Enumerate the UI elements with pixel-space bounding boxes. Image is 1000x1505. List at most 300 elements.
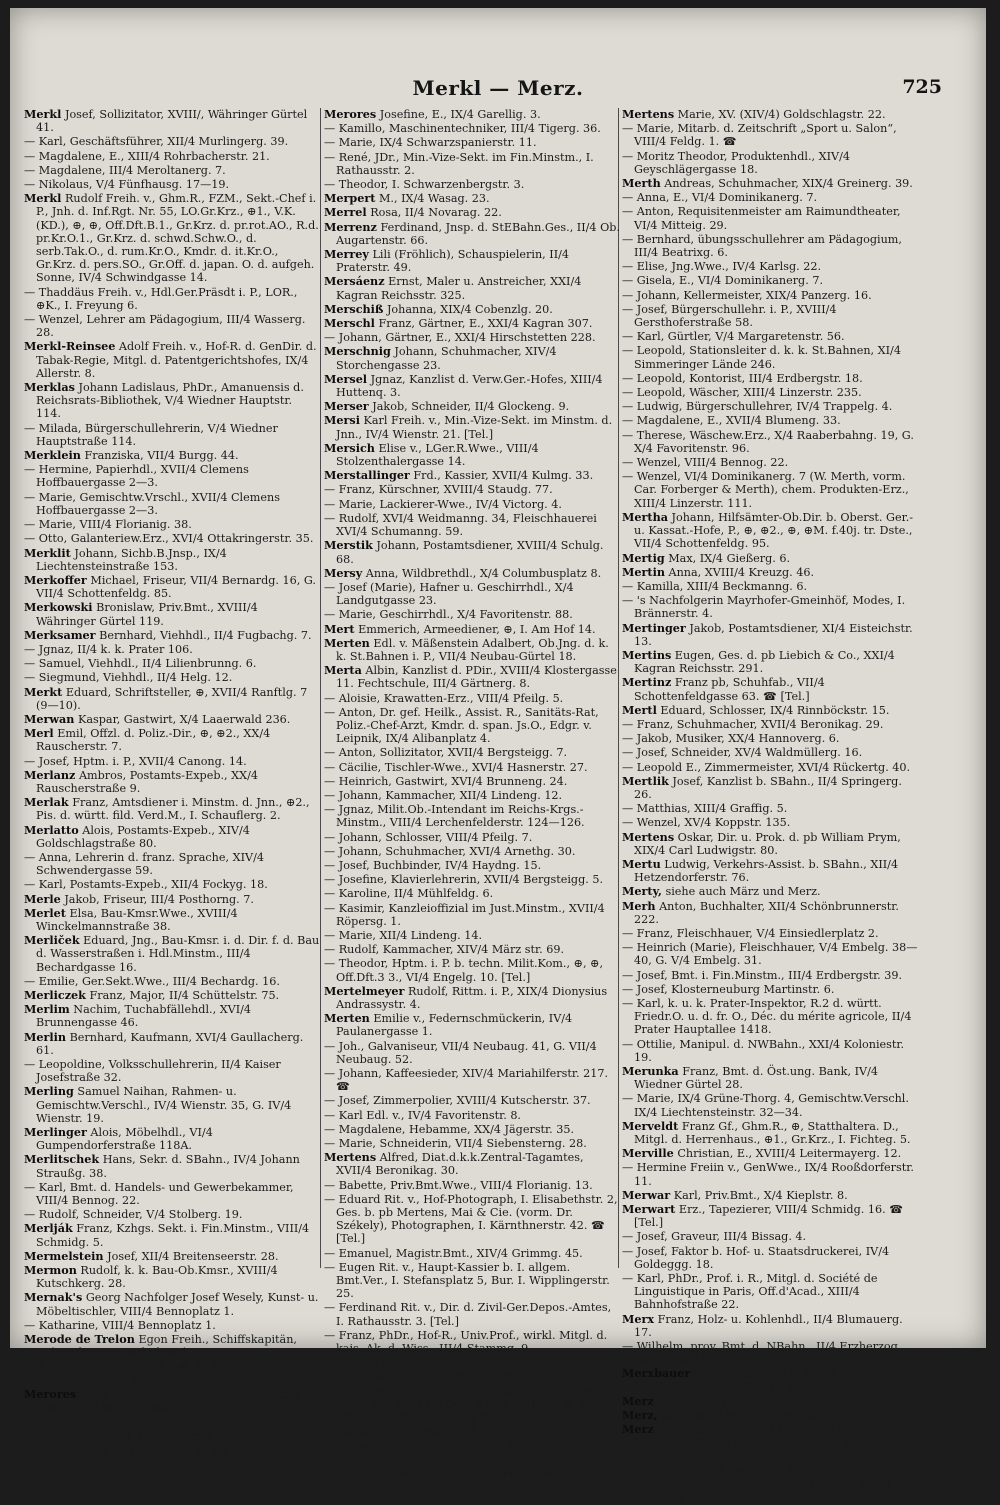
- entry-text: Jakob, Schneider, II/4 Glockeng. 9.: [368, 400, 570, 414]
- directory-entry: [324, 317, 620, 330]
- directory-entry: [622, 704, 922, 717]
- entry-text: — Emilie, Ger.Sekt.Wwe., III/4 Bechardg. 16.: [24, 974, 280, 988]
- entry-text: — Josef, Bmt. i. Fin.Minstm., III/4 Erdbergstr. 39.: [622, 968, 903, 982]
- directory-entry: [24, 1333, 320, 1359]
- entry-surname: Merlet: [24, 905, 66, 920]
- entry-surname: Merwart: [622, 1202, 676, 1217]
- directory-column-3: [622, 107, 922, 1505]
- entry-text: Bronislaw, Priv.Bmt., XVIII/4 Währinger Gürtel 119.: [36, 601, 258, 628]
- directory-entry: [622, 622, 922, 648]
- directory-entry: [622, 816, 922, 829]
- directory-entry: [622, 1203, 922, 1229]
- directory-entry: [24, 108, 320, 134]
- entry-text: — Kasimir, Kanzleioffizial im Just.Minstm., XVII/4 Röpersg. 1.: [324, 901, 605, 928]
- entry-text: — Joh., Galvaniseur, VII/4 Neubaug. 41, G. VII/4 Neubaug. 52.: [324, 1039, 597, 1066]
- directory-entry: [324, 985, 620, 1011]
- entry-text: Franz Gf., Ghm.R., ⊕, Statthaltera. D., Mitgl. d. Herrenhaus., ⊕1., Gr.Krz., I. Fichteg. 5.: [634, 1119, 911, 1147]
- entry-surname: Merl: [24, 726, 54, 741]
- directory-entry: [24, 851, 320, 877]
- directory-entry: [622, 1313, 922, 1339]
- entry-text: — Karl Freih., Ghm.R., Gen. d. Kav. i. P., Oberst-Inh. d. Inf.Rgt. Nr. 64, LOR., ⊕1., V.K. (KD.), ⊕, M. 1864, Off.Dft.B.3.2., IX/4 Koling. 4.: [324, 1384, 620, 1425]
- entry-surname: Merklein: [24, 448, 81, 463]
- directory-column-2: [324, 107, 620, 1480]
- directory-entry: [24, 1250, 320, 1263]
- directory-entry: [324, 623, 620, 636]
- directory-entry: [324, 178, 620, 191]
- entry-text: Ambros, Postamts-Expeb., XX/4 Rauscherstraße 9.: [36, 768, 258, 795]
- entry-surname: Merty,: [622, 884, 662, 899]
- entry-text: — Siegmund, Viehhdl., II/4 Helg. 12.: [24, 671, 233, 685]
- directory-entry: [622, 400, 922, 413]
- entry-text: — 's Nachfolgerin Mayrhofer-Gmeinhöf, Modes, I. Brännerstr. 4.: [622, 594, 906, 621]
- directory-entry: [24, 1319, 320, 1332]
- entry-text: Anna, Wildbrethdl., X/4 Columbusplatz 8.: [362, 566, 602, 580]
- directory-entry: [622, 649, 922, 675]
- entry-text: Franz pb, Schuhfab., VII/4 Schottenfeldgasse 63. ☎ [Tel.]: [634, 676, 825, 703]
- entry-text: — Nikolaus, V/4 Fünfhausg. 17—19.: [24, 178, 230, 192]
- entry-surname: Merksamer: [24, 627, 96, 642]
- entry-text: Elsa, Bau-Kmsr.Wwe., XVIII/4 Winckelmannstraße 38.: [36, 906, 238, 933]
- entry-surname: Merz: [622, 1422, 654, 1437]
- entry-text: Hans, Sekr. d. SBahn., IV/4 Johann Straußg. 38.: [36, 1153, 300, 1180]
- entry-surname: Merklas: [24, 380, 75, 395]
- directory-entry: [324, 1109, 620, 1122]
- entry-surname: Mertinger: [622, 620, 686, 635]
- entry-text: Eduard, Schlosser, IX/4 Rinnböckstr. 15.: [656, 703, 890, 717]
- entry-surname: Merz,: [622, 1408, 658, 1423]
- entry-surname: Merkl-Reinsee: [24, 339, 116, 354]
- entry-text: Ferdinand, Jnsp. d. StEBahn.Ges., II/4 Ob. Augartenstr. 66.: [336, 220, 620, 247]
- directory-entry: [24, 686, 320, 712]
- entry-surname: Merstallinger: [324, 468, 410, 483]
- entry-text: — Karoline, II/4 Mühlfeldg. 6.: [324, 887, 494, 901]
- entry-text: Johann, Postamtsdiener, XVIII/4 Schulg. 68.: [336, 539, 604, 566]
- directory-entry: [622, 1395, 922, 1408]
- entry-text: — Theodor, I. Schwarzenbergstr. 3.: [324, 178, 525, 192]
- page-header: [10, 76, 986, 104]
- entry-text: — Magdalene, Hebamme, XX/4 Jägerstr. 35.: [324, 1122, 575, 1136]
- entry-text: Anton, Buchhalter, XII/4 Schönbrunnerstr. 222.: [634, 899, 899, 926]
- entry-text: Christian, E., XVIII/4 Leitermayerg. 12.: [673, 1147, 902, 1161]
- directory-entry: [324, 845, 620, 858]
- entry-surname: Merkt: [24, 684, 63, 699]
- entry-text: Emil, Offzl. d. Poliz.-Dir., ⊕, ⊕2., XX/4 Rauscherstr. 7.: [36, 727, 271, 754]
- entry-text: — Heinrich, Gastwirt, XVI/4 Brunneng. 24.: [324, 774, 568, 788]
- entry-surname: Merveldt: [622, 1118, 679, 1133]
- directory-entry: [622, 1038, 922, 1064]
- entry-surname: Mertelmeyer: [324, 983, 405, 998]
- entry-text: Jgnaz, Kanzlist d. Verw.Ger.-Hofes, XIII/4 Huttenq. 3.: [336, 372, 603, 400]
- entry-text: Julius, Direktor, IV/4 Wohllebeng. 3.: [653, 1394, 862, 1408]
- directory-entry: [324, 1385, 620, 1425]
- directory-entry: [24, 463, 320, 489]
- directory-entry: [24, 1003, 320, 1029]
- entry-text: — Marie, VIII/4 Florianig. 38.: [24, 518, 192, 532]
- entry-text: — Alois, Schleierdrucker-Bes. u. Tierhdl., XIV/4 Stiegerg. 12.: [622, 1478, 892, 1505]
- entry-text: — Leopoldine, Volksschullehrerin, II/4 Kaiser Josefstraße 32.: [24, 1058, 281, 1085]
- entry-text: Eugen, Ges. d. pb Liebich & Co., XXI/4 Kagran Reichsstr. 291.: [634, 648, 895, 676]
- entry-text: — Johann, Kammacher, XII/4 Lindeng. 12.: [324, 788, 563, 802]
- directory-entry: [324, 943, 620, 956]
- directory-entry: [622, 761, 922, 774]
- directory-entry: [24, 1402, 320, 1415]
- entry-surname: Mertens: [622, 107, 675, 121]
- directory-entry: [24, 340, 320, 380]
- directory-entry: [622, 858, 922, 884]
- entry-text: Albin, Kanzlist d. PDir., XVIII/4 Klostergasse 11. Fechtschule, III/4 Gärtnerg. 8.: [336, 664, 617, 691]
- entry-text: Emmerich, Armeediener, ⊕, I. Am Hof 14.: [354, 622, 596, 636]
- entry-text: — Franz, Kürschner, XVIII/4 Staudg. 77.: [324, 483, 553, 497]
- directory-entry: [24, 671, 320, 684]
- directory-entry: [622, 1245, 922, 1271]
- entry-text: — Jgnaz, Milit.Ob.-Intendant im Reichs-Krgs.-Minstm., VIII/4 Lerchenfelderstr. 124—126.: [324, 803, 585, 830]
- entry-text: Eduard, Schriftsteller, ⊕, XVII/4 Ranftlg. 7 (9—10).: [36, 685, 308, 712]
- entry-text: — Elise, Jng.Wwe., IV/4 Karlsg. 22.: [622, 260, 822, 274]
- entry-text: Samuel Naihan, Rahmen- u. Gemischtw.Verschl., IV/4 Wienstr. 35, G. IV/4 Wienstr. 19.: [36, 1085, 292, 1125]
- entry-surname: Merlin: [24, 1029, 67, 1044]
- entry-text: — Karl, Geschäftsführer, XII/4 Murlingerg. 39.: [24, 135, 289, 149]
- entry-text: — Heinrich (Marie), Fleischhauer, V/4 Embelg. 38—40, G. V/4 Embelg. 31.: [622, 941, 918, 968]
- directory-entry: [622, 372, 922, 385]
- entry-text: — Marie, Mitarb. d. Zeitschrift „Sport u. Salon“, VIII/4 Feldg. 1. ☎: [622, 122, 897, 149]
- entry-text: — Josef, Hptm. i. P., XVII/4 Canong. 14.: [24, 754, 247, 768]
- directory-entry: [24, 1291, 320, 1317]
- directory-entry: [622, 1120, 922, 1146]
- entry-text: — Friedrich, pb (Jnh. Marie Alice Merores), Maschinenfab., I. Rathausstr. 3 [Tel.]: [24, 1416, 272, 1443]
- entry-text: Rudolf, k. k. Bau-Ob.Kmsr., XVIII/4 Kutschkerg. 28.: [36, 1264, 278, 1291]
- directory-entry: [24, 769, 320, 795]
- directory-entry: [622, 1147, 922, 1160]
- directory-entry: [324, 414, 620, 440]
- entry-surname: Merschnig: [324, 344, 391, 359]
- directory-entry: [324, 248, 620, 274]
- directory-entry: [622, 303, 922, 329]
- entry-text: — Johann Rit. v., Ob.-Inspekt. VI/4 Eggerthg. 10.: [324, 1356, 600, 1370]
- directory-entry: [622, 1464, 922, 1477]
- entry-text: — Gisela, E., VI/4 Dominikanerg. 7.: [622, 274, 824, 288]
- directory-entry: [324, 400, 620, 413]
- entry-text: Erz., Tapezierer, VIII/4 Schmidg. 16. ☎ [Tel.]: [634, 1203, 904, 1230]
- entry-text: — Johann, Gärtner, E., XXI/4 Hirschstetten 228.: [324, 331, 596, 345]
- entry-text: — Leopold, Stationsleiter d. k. k. St.Bahnen, XI/4 Simmeringer Lände 246.: [622, 344, 901, 371]
- directory-entry: [24, 313, 320, 339]
- entry-surname: Merville: [622, 1146, 674, 1161]
- entry-text: Oskar, Dir. u. Prok. d. pb William Prym, XIX/4 Carl Ludwigstr. 80.: [634, 830, 901, 857]
- directory-entry: [324, 1370, 620, 1383]
- directory-entry: [622, 414, 922, 427]
- directory-entry: [622, 289, 922, 302]
- entry-text: Lili (Fröhlich), Schauspielerin, II/4 Praterstr. 49.: [336, 248, 569, 275]
- directory-entry: [622, 1340, 922, 1366]
- entry-text: — Karl Edl. v., IV/4 Favoritenstr. 8.: [324, 1108, 521, 1122]
- entry-text: — Matthias, XIII/4 Graffig. 5.: [622, 802, 788, 816]
- directory-entry: [324, 887, 620, 900]
- directory-entry: [24, 1388, 320, 1401]
- entry-text: Franz, Gärtner, E., XXI/4 Kagran 307.: [374, 317, 593, 331]
- entry-text: Alois, Postamts-Expeb., XIV/4 Goldschlagstraße 80.: [36, 823, 250, 850]
- entry-text: — Josef, Graveur, III/4 Bissag. 4.: [622, 1230, 807, 1244]
- entry-surname: Mertl: [622, 702, 657, 717]
- entry-text: siehe auch März und Merty.: [657, 1409, 820, 1423]
- entry-text: — Karl, Gürtler, V/4 Margaretenstr. 56.: [622, 330, 845, 344]
- directory-entry: [24, 491, 320, 517]
- entry-text: — Hermine Freiin v., GenWwe., IX/4 Rooßdorferstr. 11.: [622, 1161, 914, 1188]
- directory-entry: [324, 498, 620, 511]
- entry-text: Edl. v. Mäßenstein Adalbert, Ob.Jng. d. k. k. St.Bahnen i. P., VII/4 Neubau-Gürtel 18.: [336, 636, 609, 663]
- entry-surname: Merz: [622, 1393, 654, 1408]
- directory-entry: [622, 885, 922, 898]
- entry-surname: Merkl: [24, 191, 62, 206]
- entry-text: — Gustav, Bmt. d. Kred.Anst., XIII/4 Raschg. 6.: [24, 1443, 292, 1457]
- entry-text: — Magdalene, III/4 Meroltanerg. 7.: [24, 163, 226, 177]
- directory-entry: [324, 108, 620, 121]
- directory-entry: [622, 676, 922, 702]
- directory-entry: [24, 164, 320, 177]
- entry-text: — Karl, Bmt. d. Handels- und Gewerbekammer, VIII/4 Bennog. 22.: [24, 1180, 294, 1208]
- directory-entry: [24, 1126, 320, 1152]
- entry-surname: Merliček: [24, 933, 80, 948]
- directory-entry: [24, 150, 320, 163]
- entry-text: — Eugen Rit. v., Haupt-Kassier b. I. allgem. Bmt.Ver., I. Stefansplatz 5, Bur. I. Wipplingerstr. 25.: [324, 1260, 610, 1301]
- directory-entry: [24, 532, 320, 545]
- directory-entry: [24, 989, 320, 1002]
- entry-text: — Franz, Fleischhauer, V/4 Einsiedlerplatz 2.: [622, 926, 879, 940]
- entry-text: — Josef, Bürgerschullehr. i. P., XVIII/4 Gersthoferstraße 58.: [622, 302, 837, 330]
- entry-text: Josef, Kanzlist b. SBahn., II/4 Springerg. 26.: [634, 774, 902, 801]
- entry-text: Egon Freih., Schiffskapitän, II/4 Erzherzog Carl-Platz 1.: [36, 1333, 297, 1360]
- entry-text: — Otto, Galanteriew.Erz., XVI/4 Ottakringerstr. 35.: [24, 532, 314, 546]
- directory-entry: [324, 442, 620, 468]
- entry-surname: Merkl: [24, 107, 62, 121]
- directory-entry: [324, 331, 620, 344]
- directory-entry: [324, 1356, 620, 1369]
- directory-entry: [324, 303, 620, 316]
- directory-entry: [622, 718, 922, 731]
- entry-surname: Mersi: [324, 413, 360, 428]
- directory-entry: [24, 934, 320, 974]
- entry-surname: Merode de Trelon: [24, 1332, 135, 1347]
- entry-text: Franz, Holz- u. Kohlenhdl., II/4 Blumauerg. 17.: [634, 1312, 903, 1339]
- directory-entry: [622, 330, 922, 343]
- entry-text: — Anton, Requisitenmeister am Raimundtheater, VI/4 Mitteig. 29.: [622, 205, 901, 232]
- entry-surname: Merser: [324, 399, 369, 414]
- directory-entry: [622, 108, 922, 121]
- entry-text: Josef, XII/4 Breitenseerstr. 28.: [103, 1249, 279, 1263]
- directory-entry: [24, 1058, 320, 1084]
- entry-text: Nachim, Tuchabfällehdl., XVI/4 Brunnengasse 46.: [36, 1003, 252, 1030]
- directory-entry: [24, 1264, 320, 1290]
- entry-text: — Karl, Postamts-Expeb., XII/4 Fockyg. 18.: [24, 878, 268, 892]
- directory-entry: [622, 900, 922, 926]
- directory-entry: [622, 122, 922, 148]
- directory-entry: [324, 608, 620, 621]
- directory-entry: [622, 274, 922, 287]
- entry-surname: Merkoffer: [24, 572, 87, 587]
- entry-text: Ernst, Maler u. Anstreicher, XXI/4 Kagran Reichsstr. 325.: [336, 275, 582, 302]
- directory-entry: [324, 469, 620, 482]
- entry-surname: Merlak: [24, 795, 69, 810]
- directory-entry: [622, 1161, 922, 1187]
- entry-surname: Mernak's: [24, 1290, 83, 1305]
- entry-surname: Merschl: [324, 316, 375, 331]
- directory-entry: [24, 1031, 320, 1057]
- directory-entry: [622, 1230, 922, 1243]
- entry-surname: Merh: [622, 898, 656, 913]
- directory-entry: [622, 205, 922, 231]
- entry-text: — Alfred, Dr., Hof-Bmt., IX/4 Aichholzg. 15.: [622, 1463, 868, 1477]
- entry-text: — Ottilie, Manipul. d. NWBahn., XXI/4 Koloniestr. 19.: [622, 1037, 905, 1064]
- entry-surname: Merpert: [324, 191, 376, 206]
- directory-entry: [622, 580, 922, 593]
- entry-text: Frd., Kassier, XVII/4 Kulmg. 33.: [409, 469, 594, 483]
- entry-surname: Merkowski: [24, 600, 93, 615]
- directory-entry: [24, 449, 320, 462]
- directory-page: [10, 8, 986, 1505]
- directory-entry: [324, 664, 620, 690]
- directory-entry: [324, 746, 620, 759]
- directory-entry: [622, 386, 922, 399]
- entry-text: Johann Ladislaus, PhDr., Amanuensis d. Reichsrats-Bibliothek, V/4 Wiedner Hauptstr. 114.: [36, 381, 304, 421]
- directory-entry: [324, 1329, 620, 1355]
- entry-text: Bernhard, Kaufmann, XVI/4 Gaullacherg. 61.: [36, 1030, 304, 1057]
- entry-text: — Karl, k. u. k. Prater-Inspektor, R.2 d. württ. Friedr.O. u. d. fr. O., Déc. du mérite agricole, II/4 Prater Hauptallee 1418.: [622, 997, 912, 1037]
- entry-surname: Mermon: [24, 1263, 77, 1278]
- directory-entry: [324, 873, 620, 886]
- entry-text: — Jgnaz, II/4 k. k. Prater 106.: [24, 642, 193, 656]
- directory-entry: [24, 1444, 320, 1457]
- entry-text: — René, JDr., Min.-Vize-Sekt. im Fin.Minstm., I. Rathausstr. 2.: [324, 150, 594, 177]
- entry-text: — Aloisie, Krawatten-Erz., VIII/4 Pfeilg. 5.: [324, 691, 564, 705]
- entry-text: — Jakob, Musiker, XX/4 Hannoverg. 6.: [622, 732, 840, 746]
- directory-entry: [622, 1272, 922, 1312]
- entry-text: — Katharine, VIII/4 Bennoplatz 1.: [24, 1318, 216, 1332]
- directory-entry: [324, 192, 620, 205]
- entry-text: — Rudolf, XVI/4 Weidmanng. 34, Fleischhauerei XVI/4 Schumanng. 59.: [324, 511, 597, 539]
- directory-entry: [24, 1085, 320, 1125]
- directory-entry: [24, 727, 320, 753]
- directory-entry: [622, 456, 922, 469]
- entry-surname: Mertins: [622, 647, 672, 662]
- entry-surname: Merores: [24, 1386, 77, 1401]
- directory-entry: [24, 192, 320, 284]
- entry-text: Johanna, XIX/4 Cobenzlg. 20.: [383, 302, 553, 316]
- directory-entry: [324, 1440, 620, 1466]
- entry-text: — Anton, Sollizitator, XVII/4 Bergsteigg. 7.: [324, 746, 568, 760]
- entry-text: Jakob, Friseur, III/4 Posthorng. 7.: [60, 892, 254, 906]
- directory-entry: [324, 706, 620, 746]
- directory-entry: [622, 775, 922, 801]
- entry-text: Max, IX/4 Gießerg. 6.: [664, 551, 791, 565]
- directory-entry: [324, 483, 620, 496]
- entry-text: Emilie v., Federnschmückerin, IV/4 Paulanergasse 1.: [336, 1012, 573, 1039]
- directory-entry: [324, 151, 620, 177]
- entry-text: — Anna, E., VI/4 Dominikanerg. 7.: [622, 191, 818, 205]
- directory-entry: [24, 1181, 320, 1207]
- directory-entry: [622, 997, 922, 1037]
- entry-surname: Merxbauer: [622, 1366, 691, 1381]
- entry-text: Franz, Major, II/4 Schüttelstr. 75.: [85, 989, 280, 1002]
- directory-entry: [24, 713, 320, 726]
- entry-text: — Rudolf, Kammacher, XIV/4 März str. 69.: [324, 943, 565, 957]
- entry-text: Johann, Schneider, VIII/4 Josefstädterstraße 28. [Tel.]: [634, 1367, 837, 1394]
- entry-text: Felix, Bmt. d. Union-Bank, I. Wallischg. 8.: [76, 1387, 317, 1401]
- directory-entry: [622, 1409, 922, 1422]
- entry-surname: Merklit: [24, 545, 71, 560]
- directory-entry: [622, 1189, 922, 1202]
- entry-text: — Eduard Rit. v., Hof-Photograph, I. Elisabethstr. 2, Ges. b. pb Mertens, Mai & Cie. (vorm. Dr. Székely), Photographen, I. Kärnthnerstr. 42. ☎ [Tel.]: [324, 1192, 618, 1246]
- directory-entry: [24, 547, 320, 573]
- directory-entry: [24, 601, 320, 627]
- directory-entry: [324, 1040, 620, 1066]
- entry-text: Jakob, Postamtsdiener, XI/4 Eisteichstr. 13.: [634, 621, 913, 648]
- entry-text: — Marie, XII/4 Lindeng. 14.: [324, 928, 483, 942]
- directory-entry: [622, 927, 922, 940]
- entry-text: — Milada, Bürgerschullehrerin, V/4 Wiedner Hauptstraße 114.: [24, 421, 278, 448]
- entry-text: Rosa, II/4 Novarag. 22.: [366, 206, 502, 220]
- directory-entry: [24, 796, 320, 822]
- entry-text: — Wenzel, VI/4 Dominikanerg. 7 (W. Merth, vorm. Car. Forberger & Merth), chem. Produkten-Erz., XIII/4 Linzerstr. 111.: [622, 470, 909, 510]
- entry-text: — Franz, PhDr., Hof-R., Univ.Prof., wirkl. Mitgl. d. kais. Ak. d. Wiss., III/4 Stammg. 9.: [324, 1328, 608, 1356]
- entry-text: Alexander, Jng., III/4 Ungarg. 27, pb Schächter & Merz, Fabrikslager von techn. Artikeln.: [634, 1423, 880, 1463]
- directory-entry: [324, 345, 620, 371]
- entry-text: Josef, Sollizitator, XVIII/, Währinger Gürtel 41.: [36, 108, 308, 135]
- entry-text: — Josef, Schneider, XV/4 Waldmüllerg. 16.: [622, 746, 863, 760]
- entry-text: Ludwig, Verkehrs-Assist. b. SBahn., XII/4 Hetzendorferstr. 76.: [634, 857, 899, 885]
- entry-text: — Johann, Schuhmacher, XVI/4 Arnethg. 30.: [324, 844, 576, 858]
- entry-surname: Merten: [324, 635, 370, 650]
- directory-entry: [24, 381, 320, 421]
- entry-text: Rudolf, Rittm. i. P., XIX/4 Dionysius Andrassystr. 4.: [336, 984, 608, 1011]
- entry-surname: Merrey: [324, 247, 369, 262]
- entry-surname: Mertin: [622, 564, 665, 579]
- directory-entry: [324, 789, 620, 802]
- entry-text: M., IX/4 Wasag. 23.: [375, 192, 490, 206]
- entry-surname: Mertu: [622, 856, 661, 871]
- directory-entry: [324, 831, 620, 844]
- directory-entry: [622, 594, 922, 620]
- directory-entry: [622, 233, 922, 259]
- entry-text: — Johann, Kellermeister, XIX/4 Panzerg. 16.: [622, 288, 872, 302]
- directory-entry: [324, 581, 620, 607]
- directory-entry: [24, 422, 320, 448]
- directory-entry: [324, 1425, 620, 1438]
- directory-entry: [24, 893, 320, 906]
- entry-text: — Leopold E., Zimmermeister, XVI/4 Rückertg. 40.: [622, 760, 911, 774]
- directory-entry: [24, 1360, 320, 1386]
- entry-text: Adolf Freih. v., Hof-R. d. GenDir. d. Tabak-Regie, Mitgl. d. Patentgerichtshofes, IX/4 Allerstr. 8.: [36, 340, 317, 380]
- directory-entry: [324, 1467, 620, 1480]
- entry-text: — Marie, Lackierer-Wwe., IV/4 Victorg. 4.: [324, 497, 562, 511]
- directory-entry: [622, 566, 922, 579]
- entry-surname: Mertens: [324, 1150, 377, 1165]
- directory-entry: [24, 824, 320, 850]
- directory-entry: [622, 344, 922, 370]
- entry-text: — Ludwig, n. a. Leut. VII/4 Burgg. 74. [Tel.]: [324, 1425, 573, 1439]
- entry-text: — Wilhelm, prov. Bmt. d. NBahn., II/4 Erzherzog Carl-Platz 18.: [622, 1340, 898, 1367]
- entry-surname: Merth: [622, 176, 661, 191]
- entry-text: Johann, Hilfsämter-Ob.Dir. b. Oberst. Ger.- u. Kassat.-Hofe, P., ⊕, ⊕2., ⊕, ⊕M. f.40j. tr. Dste., VII/4 Schottenfeldg. 95.: [634, 510, 914, 551]
- entry-text: — Babette, Priv.Bmt.Wwe., VIII/4 Florianig. 13.: [324, 1178, 593, 1192]
- entry-surname: Merlinger: [24, 1125, 87, 1140]
- entry-text: — Josef, Klosterneuburg Martinstr. 6.: [622, 982, 835, 996]
- directory-entry: [622, 429, 922, 455]
- directory-entry: [24, 629, 320, 642]
- directory-entry: [324, 1179, 620, 1192]
- directory-entry: [622, 1423, 922, 1463]
- entry-text: — Samuel, Viehhdl., II/4 Lilienbrunng. 6.: [24, 657, 257, 671]
- entry-text: — Josef (Marie), Hafner u. Geschirrhdl., X/4 Landgutgasse 23.: [324, 580, 574, 608]
- directory-entry: [324, 275, 620, 301]
